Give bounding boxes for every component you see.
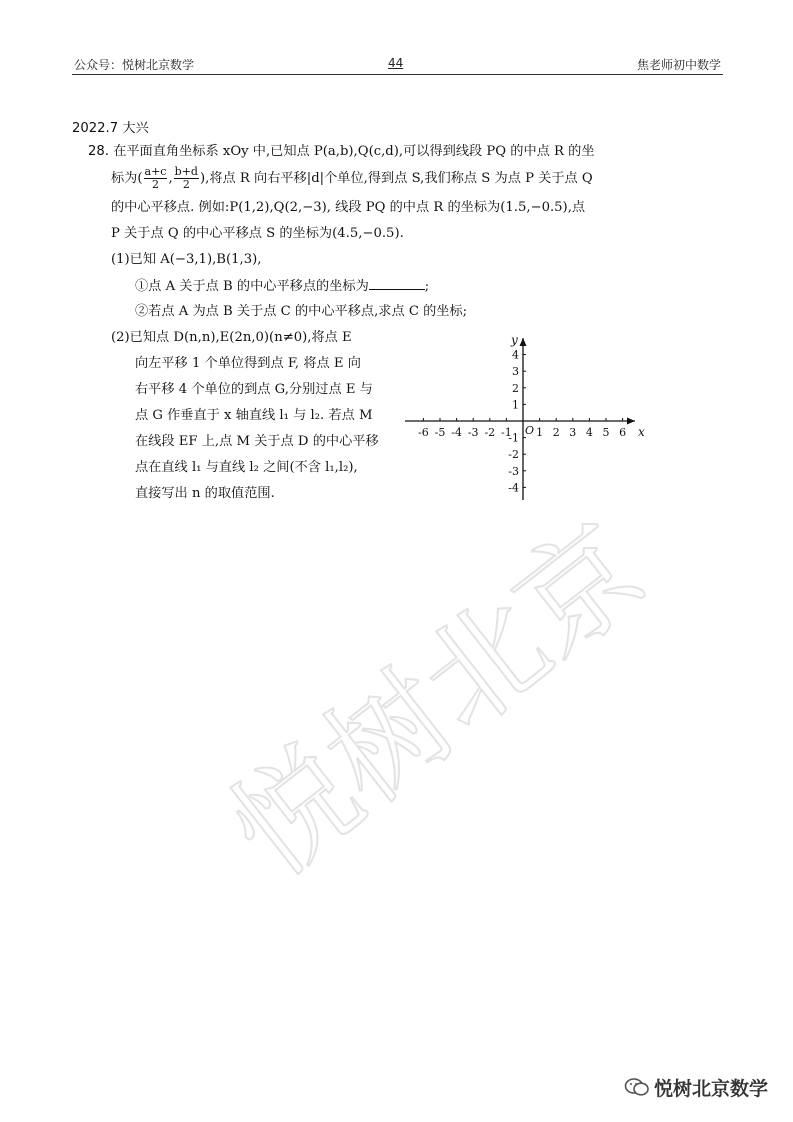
origin-label: O [525,424,535,437]
x-tick-label: 4 [585,426,593,439]
x-tick-label: -6 [418,426,429,439]
header-author: 焦老师初中数学 [636,58,721,72]
x-tick-label: 6 [619,426,627,439]
problem-line-1 [88,143,595,160]
part2-line-1: (2)已知点 D(n,n),E(2n,0)(n≠0),将点 E [111,330,352,345]
part2-line-5: 在线段 EF 上,点 M 关于点 D 的中心平移 [135,434,379,449]
intro-line-4: P 关于点 Q 的中心平移点 S 的坐标为(4.5,−0.5). [111,226,404,241]
intro-line-1: 在平面直角坐标系 xOy 中,已知点 P(a,b),Q(c,d),可以得到线段 PQ 的中点 R 的坐 [113,144,595,159]
y-tick-label: -4 [508,481,519,495]
watermark [120,480,671,904]
x-tick-label: -4 [451,426,462,439]
answer-blank [369,277,425,290]
x-tick-label: 3 [569,426,577,439]
y-tick-label: 3 [512,365,519,379]
problem-source: 2022.7 大兴 [72,121,149,136]
x-tick-label: -2 [484,426,496,439]
y-tick-label: -2 [508,448,519,462]
x-axis-label: x [638,425,645,439]
intro-line-2a: 标为( [111,171,143,186]
fraction-x [144,166,168,191]
problem-number: 28. [88,144,109,159]
x-tick-label: -5 [434,426,446,439]
problem-line-2 [111,166,593,191]
y-tick-label: 1 [512,398,519,412]
intro-line-3: 的中心平移点. 例如:P(1,2),Q(2,−3), 线段 PQ 的中点 R 的坐标为(1.5,−0.5),点 [111,200,586,215]
part1-stem: (1)已知 A(−3,1),B(1,3), [111,252,262,267]
x-tick-label: 2 [552,426,560,439]
coordinate-plane [400,330,650,510]
header-rule [72,74,723,75]
y-axis-arrow [520,338,527,346]
part1-question-1 [135,277,429,295]
footer-brand: 悦树北京数学 [654,1078,769,1100]
part2-line-4: 点 G 作垂直于 x 轴直线 l₁ 与 l₂. 若点 M [135,408,373,423]
fraction-y [174,166,199,191]
y-tick-label: -3 [508,464,519,478]
x-tick-label: -3 [467,426,479,439]
fraction-y-denominator: 2 [182,178,190,191]
y-tick-label: 4 [512,348,519,362]
x-tick-label: 5 [602,426,610,439]
x-axis-arrow [627,418,635,425]
wechat-icon [624,1077,650,1097]
part1-question-2: ②若点 A 为点 B 关于点 C 的中心平移点,求点 C 的坐标; [135,304,468,319]
part1-q1-end: ; [424,279,430,294]
part2-line-3: 右平移 4 个单位的到点 G,分别过点 E 与 [135,382,373,397]
fraction-separator: , [168,171,173,186]
part2-line-2: 向左平移 1 个单位得到点 F, 将点 E 向 [135,356,361,371]
y-tick-label: -1 [508,431,519,445]
fraction-y-numerator: b+d [174,165,198,178]
part2-line-6: 点在直线 l₁ 与直线 l₂ 之间(不含 l₁,l₂), [135,460,358,475]
page-number: 44 [388,56,404,70]
fraction-x-denominator: 2 [152,178,159,191]
y-axis-label: y [511,333,518,347]
part1-q1-text: ①点 A 关于点 B 的中心平移点的坐标为 [135,279,369,294]
y-tick-label: 2 [512,381,519,395]
watermark-text: 悦树北京 [206,498,671,904]
header-source: 公众号：悦树北京数学 [74,58,195,72]
fraction-x-numerator: a+c [144,165,167,178]
part2-line-7: 直接写出 n 的取值范围. [135,486,275,501]
intro-line-2b: ),将点 R 向右平移|d|个单位,得到点 S,我们称点 S 为点 P 关于点 Q [199,171,593,186]
x-tick-label: 1 [536,426,544,439]
x-tick-label: -1 [501,426,512,439]
